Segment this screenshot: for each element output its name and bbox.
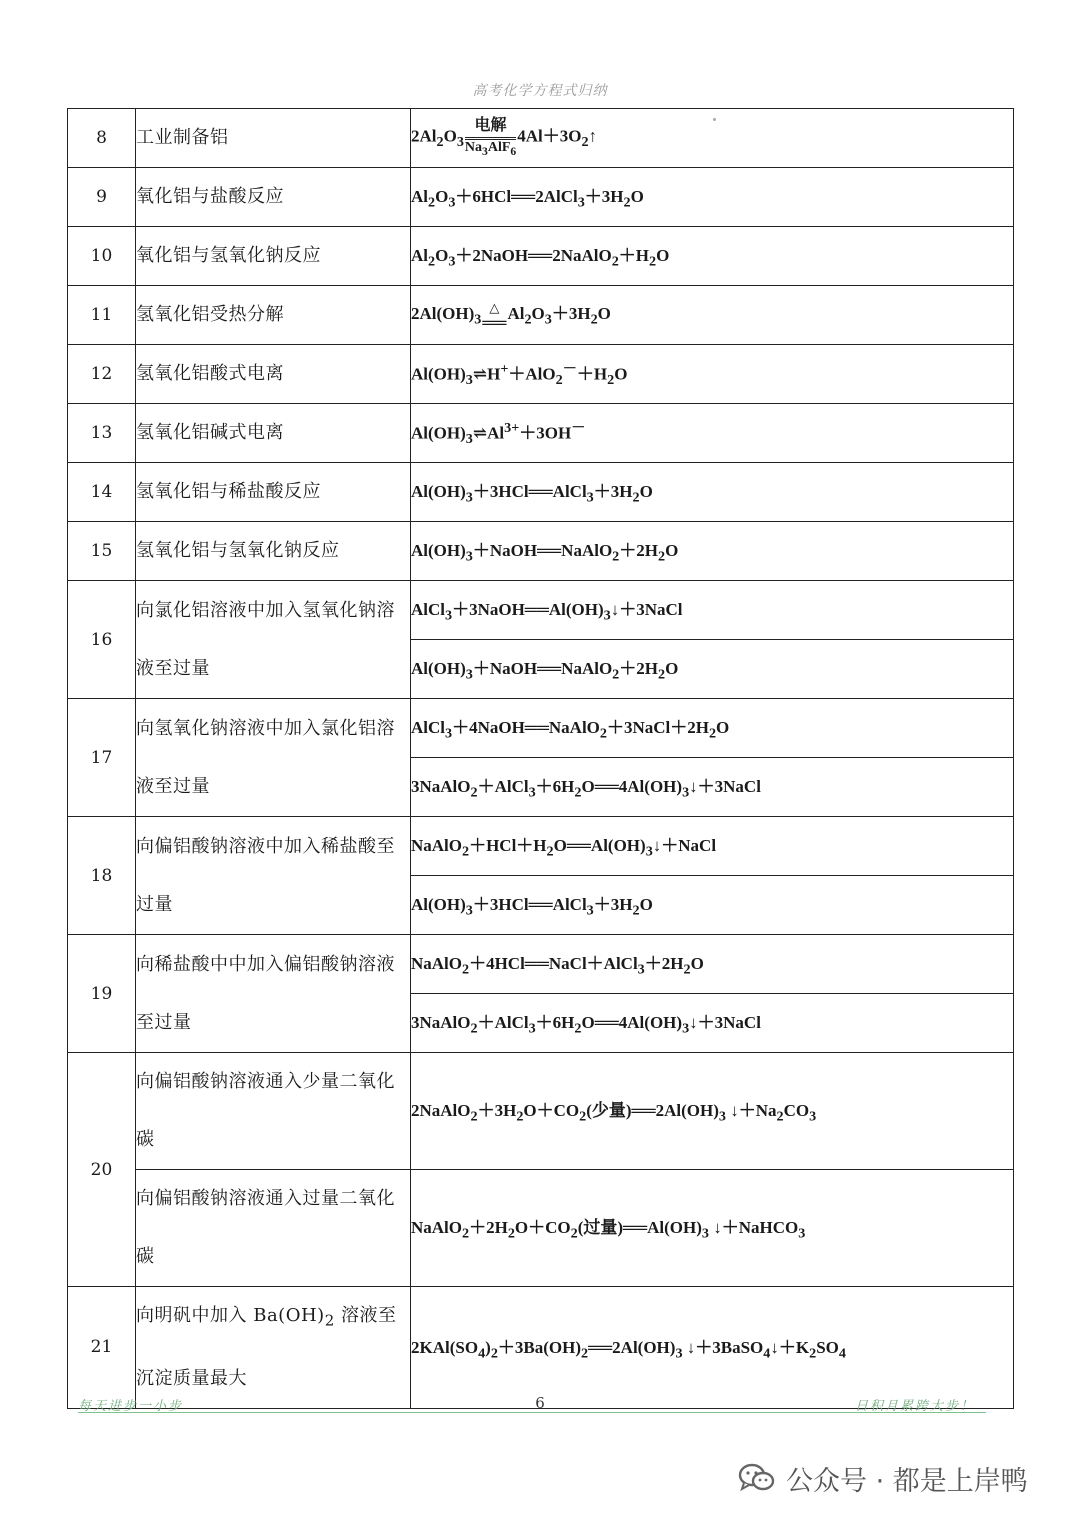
table-row [68,345,1014,404]
chemical-equation: $NaAlO_2+4HCl══NaCl+AlCl_3+2H_2O$ [411,935,1014,994]
wechat-icon [738,1462,776,1494]
reaction-description: 氢氧化铝酸式电离 [136,345,411,404]
reaction-description: 工业制备铝 [136,109,411,168]
chemical-equation: $AlCl_3+4NaOH══NaAlO_2+3NaCl+2H_2O$ [411,699,1014,758]
reaction-description: 向偏铝酸钠溶液通入少量二氧化碳 [136,1053,411,1170]
chemical-equation: $AlCl_3+3NaOH══Al(OH)_3↓+3NaCl$ [411,581,1014,640]
table-row [68,581,1014,640]
table-row [68,1170,1014,1287]
row-number: 17 [68,699,136,817]
row-number: 21 [68,1287,136,1409]
table-row [68,522,1014,581]
reaction-description: 氧化铝与氢氧化钠反应 [136,227,411,286]
chemical-equation: $Al(OH)_3\rightleftharpoons H^++AlO_2^-+H_2O$ [411,345,1014,404]
reaction-description: 氧化铝与盐酸反应 [136,168,411,227]
table-row [68,935,1014,994]
footer-divider [78,1412,986,1413]
chemical-equation: $Al(OH)_3+NaOH══NaAlO_2+2H_2O$ [411,522,1014,581]
reaction-description: 氢氧化铝与氢氧化钠反应 [136,522,411,581]
reaction-description: 氢氧化铝受热分解 [136,286,411,345]
chemical-equation: $Al(OH)_3+3HCl══AlCl_3+3H_2O$ [411,463,1014,522]
reaction-description: 向明矾中加入 $Ba(OH)_2$ 溶液至沉淀质量最大 [136,1287,411,1409]
table-row [68,817,1014,876]
equation-table [67,108,1014,1409]
page-number: 6 [535,1394,545,1412]
table-row [68,109,1014,168]
table-row [68,404,1014,463]
reaction-description: 向偏铝酸钠溶液通入过量二氧化碳 [136,1170,411,1287]
watermark-text: 公众号 · 都是上岸鸭 [786,1465,1028,1497]
row-number: 16 [68,581,136,699]
row-number: 13 [68,404,136,463]
chemical-equation: $2Al(OH)_3$ △ ══ $Al_2O_3+3H_2O$ [411,286,1014,345]
chemical-equation: $3NaAlO_2+AlCl_3+6H_2O══4Al(OH)_3↓+3NaCl$ [411,994,1014,1053]
chemical-equation: $Al_2O_3+6HCl══2AlCl_3+3H_2O$ [411,168,1014,227]
reaction-description: 向偏铝酸钠溶液中加入稀盐酸至过量 [136,817,411,935]
reaction-description: 氢氧化铝与稀盐酸反应 [136,463,411,522]
reaction-description: 向氢氧化钠溶液中加入氯化铝溶液至过量 [136,699,411,817]
reaction-description: 向稀盐酸中中加入偏铝酸钠溶液至过量 [136,935,411,1053]
chemical-equation: $NaAlO_2+HCl+H_2O══Al(OH)_3↓+NaCl$ [411,817,1014,876]
row-number: 15 [68,522,136,581]
chemical-equation: $Al(OH)_3+NaOH══NaAlO_2+2H_2O$ [411,640,1014,699]
chemical-equation: $2KAl(SO_4)_2+3Ba(OH)_2══2Al(OH)_3$ $↓+3BaSO_4↓+K_2SO_4$ [411,1287,1014,1409]
chemical-equation: $Al(OH)_3\rightleftharpoons Al^{3+}+3OH^-$ [411,404,1014,463]
row-number: 18 [68,817,136,935]
table-row [68,286,1014,345]
page-header-title: 高考化学方程式归纳 [472,83,608,99]
footer-slogan-right: 日积月累跨大步！ [855,1399,976,1414]
chemical-equation: $Al_2O_3+2NaOH══2NaAlO_2+H_2O$ [411,227,1014,286]
chemical-equation: $Al(OH)_3+3HCl══AlCl_3+3H_2O$ [411,876,1014,935]
table-row [68,227,1014,286]
chemical-equation: $3NaAlO_2+AlCl_3+6H_2O══4Al(OH)_3↓+3NaCl$ [411,758,1014,817]
chemical-equation: $2NaAlO_2+3H_2O+CO_2$(少量)$══2Al(OH)_3$ $↓+Na_2CO_3$ [411,1053,1014,1170]
row-number: 12 [68,345,136,404]
table-row [68,699,1014,758]
row-number: 10 [68,227,136,286]
footer-slogan-left: 每天进步一小步 [78,1399,184,1414]
reaction-description: 向氯化铝溶液中加入氢氧化钠溶液至过量 [136,581,411,699]
row-number: 19 [68,935,136,1053]
wechat-watermark [738,1458,1028,1498]
row-number: 20 [68,1053,136,1287]
table-row [68,168,1014,227]
reaction-description: 氢氧化铝碱式电离 [136,404,411,463]
chemical-equation: $NaAlO_2+2H_2O+CO_2$(过量)$══Al(OH)_3$ ↓＋NaHCO$_3$ [411,1170,1014,1287]
table-row [68,1053,1014,1170]
row-number: 9 [68,168,136,227]
table-row [68,1287,1014,1409]
row-number: 14 [68,463,136,522]
row-number: 8 [68,109,136,168]
table-row [68,463,1014,522]
chemical-equation: $2Al_2O_3$ 电解 $Na_3AlF_6$ $4Al+3O_2↑$ [411,109,1014,168]
row-number: 11 [68,286,136,345]
